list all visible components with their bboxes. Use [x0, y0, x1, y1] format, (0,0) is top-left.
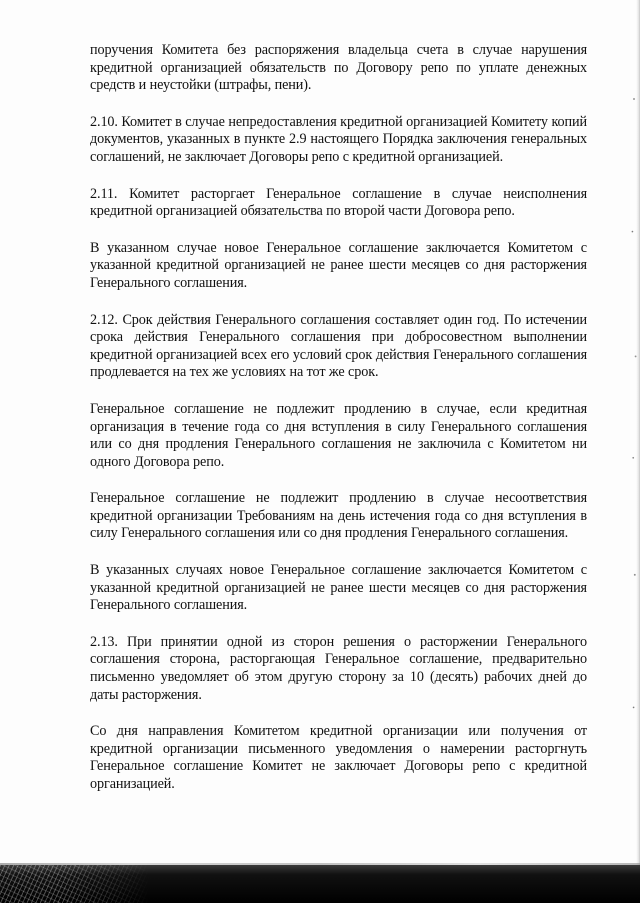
scan-specks [630, 60, 638, 840]
document-body [90, 42, 587, 813]
paragraph-2-12-new-agreement: В указанных случаях новое Генеральное соглашение заключается Комитетом с указанной кредитной организацией не ранее шести месяцев со дня расторжения Генерального соглашения. [90, 562, 587, 614]
paragraph-2-12: 2.12. Срок действия Генерального соглашения составляет один год. По истечении срока действия Генерального соглашения при добросовестном выполнении кредитной организацией всех его условий срок действия Генерального соглашения продлевается на тех же условиях на тот же срок. [90, 311, 587, 381]
paragraph-2-13: 2.13. При принятии одной из сторон решения о расторжении Генерального соглашения сторона, расторгающая Генеральное соглашение, предварительно письменно уведомляет об этом другую сторону за 10 (десять) рабочих дней до даты расторжения. [90, 633, 587, 703]
paragraph-2-11: 2.11. Комитет расторгает Генеральное соглашение в случае неисполнения кредитной организацией обязательства по второй части Договора репо. [90, 185, 587, 220]
paragraph-2-12-requirements: Генеральное соглашение не подлежит продлению в случае несоответствия кредитной организации Требованиям на день истечения года со дня вступления в силу Генерального соглашения или со дня продления Генерального соглашения. [90, 490, 587, 542]
paragraph-2-13-notice: Со дня направления Комитетом кредитной организации или получения от кредитной организации письменного уведомления о намерении расторгнуть Генеральное соглашение Комитет не заключает Договоры репо с кредитной организацией. [90, 723, 587, 792]
paragraph-2-11-note: В указанном случае новое Генеральное соглашение заключается Комитетом с указанной кредитной организацией не ранее шести месяцев со дня расторжения Генерального соглашения. [90, 239, 587, 291]
scan-noise-texture [0, 865, 150, 903]
paragraph-2-10: 2.10. Комитет в случае непредоставления кредитной организацией Комитету копий документов, указанных в пункте 2.9 настоящего Порядка заключения генеральных соглашений, не заключает Договоры репо с кредитной организацией. [90, 113, 587, 165]
paragraph-2-12-no-extension: Генеральное соглашение не подлежит продлению в случае, если кредитная организация в течение года со дня вступления в силу Генерального соглашения или со дня продления Генерального соглашения не заключила с Комитетом ни одного Договора репо. [90, 400, 587, 470]
paragraph-continuation: поручения Комитета без распоряжения владельца счета в случае нарушения кредитной организацией обязательств по Договору репо по уплате денежных средств и неустойки (штрафы, пени). [90, 42, 587, 94]
